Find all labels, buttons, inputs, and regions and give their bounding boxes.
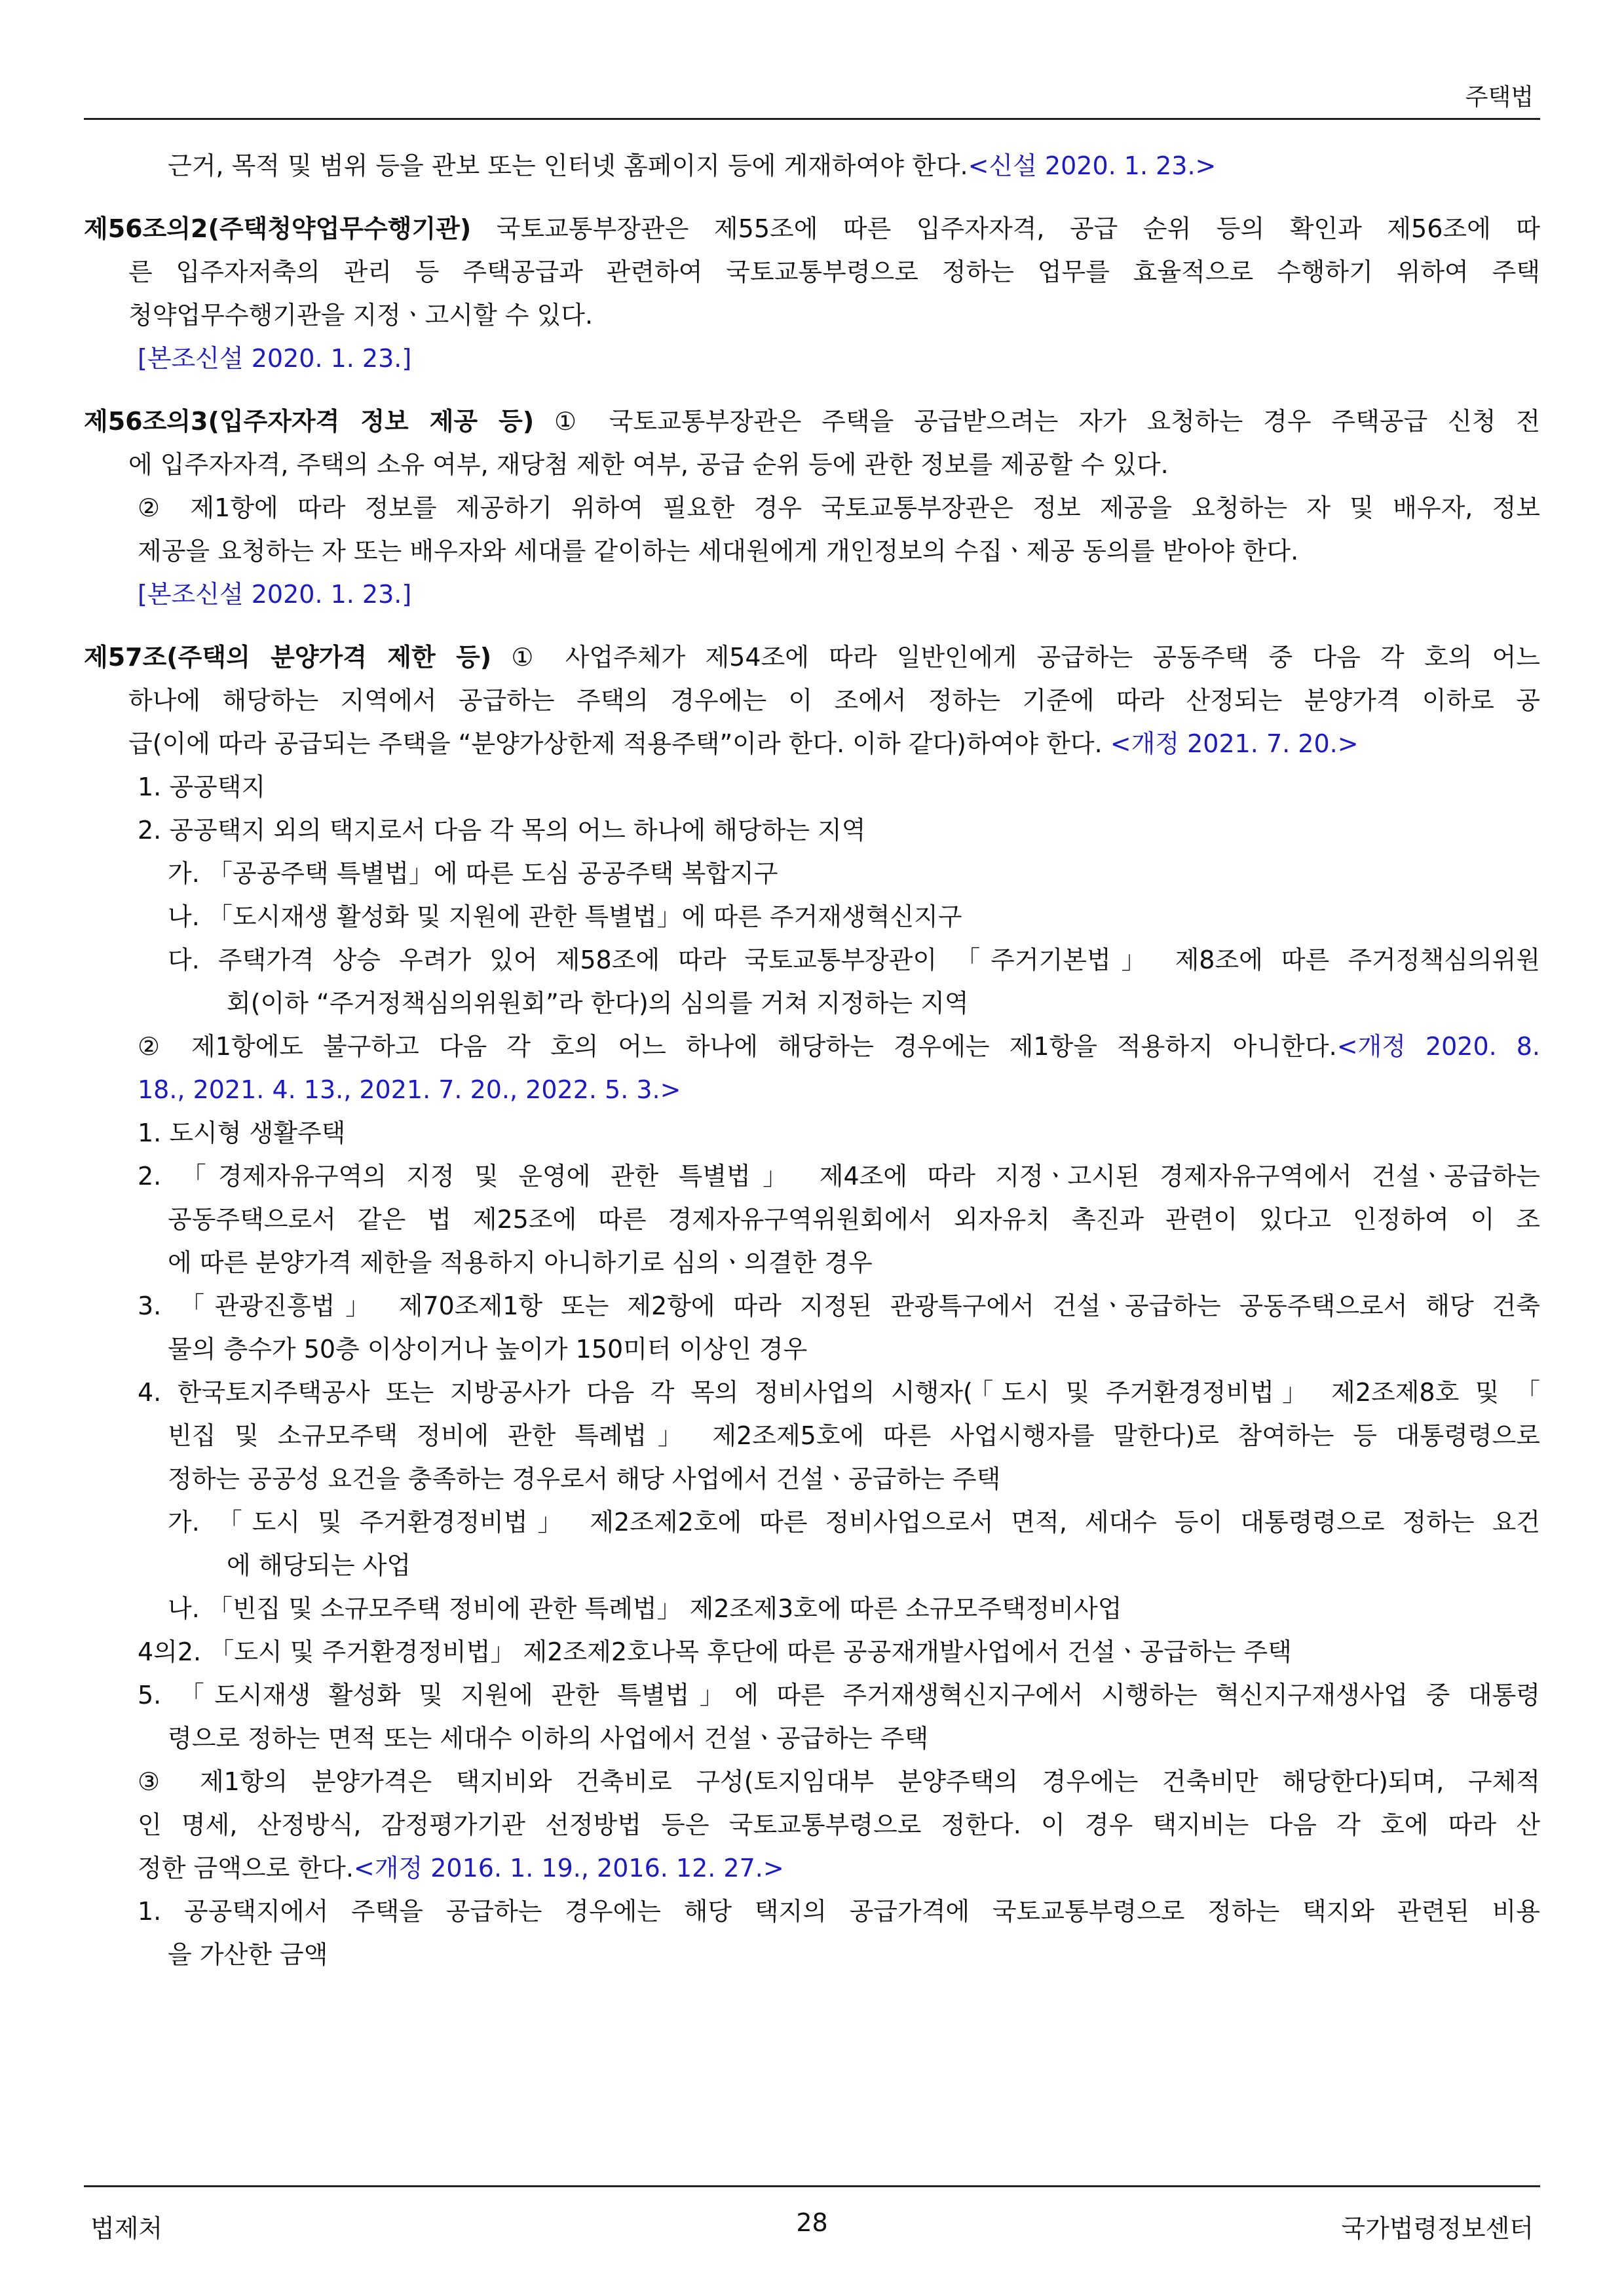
amendment-note: [본조신설 2020. 1. 23.] xyxy=(138,580,412,609)
text-line xyxy=(84,1587,1540,1630)
article-heading-line xyxy=(84,636,1540,679)
article-heading-line xyxy=(84,207,1540,250)
text-line xyxy=(84,250,1540,294)
text: 1. 공공택지에서 주택을 공급하는 경우에는 해당 택지의 공급가격에 국토교통부령으로 정하는 택지와 관련된 비용 xyxy=(138,1897,1540,1926)
text-line xyxy=(84,486,1540,529)
text: ① 사업주체가 제54조에 따라 일반인에게 공급하는 공동주택 중 다음 각 호의 어느 xyxy=(491,643,1540,672)
text-line xyxy=(84,1544,1540,1587)
amendment-note: <개정 2016. 1. 19., 2016. 12. 27.> xyxy=(353,1854,784,1883)
text-line xyxy=(84,1717,1540,1760)
text-line xyxy=(84,852,1540,895)
text-line xyxy=(84,294,1540,337)
text-line xyxy=(84,1501,1540,1544)
amendment-note: [본조신설 2020. 1. 23.] xyxy=(138,344,412,373)
text: 5. 「도시재생 활성화 및 지원에 관한 특별법」에 따른 주거재생혁신지구에서 시행하는 혁신지구재생사업 중 대통령 xyxy=(138,1681,1540,1710)
text: 가. 「공공주택 특별법」에 따른 도심 공공주택 복합지구 xyxy=(168,859,778,888)
article-title: 제57조(주택의 분양가격 제한 등) xyxy=(84,643,492,672)
text: 을 가산한 금액 xyxy=(168,1940,328,1969)
text-line xyxy=(84,573,1540,616)
text: 에 따른 분양가격 제한을 적용하지 아니하기로 심의ㆍ의결한 경우 xyxy=(168,1248,873,1277)
text-line xyxy=(84,1760,1540,1803)
text-line xyxy=(84,1371,1540,1414)
text: 령으로 정하는 면적 또는 세대수 이하의 사업에서 건설ㆍ공급하는 주택 xyxy=(168,1724,929,1753)
text-line xyxy=(84,1198,1540,1241)
text: 1. 도시형 생활주택 xyxy=(138,1119,346,1147)
text-line xyxy=(84,1933,1540,1976)
text: 4. 한국토지주택공사 또는 지방공사가 다음 각 목의 정비사업의 시행자(「도시 및 주거환경정비법」 제2조제8호 및 「 xyxy=(138,1378,1540,1407)
article-heading-line xyxy=(84,400,1540,443)
text-line xyxy=(84,722,1540,765)
text: 에 해당되는 사업 xyxy=(227,1551,411,1580)
text: 공동주택으로서 같은 법 제25조에 따른 경제자유구역위원회에서 외자유치 촉진과 관련이 있다고 인정하여 이 조 xyxy=(168,1205,1540,1234)
text-line xyxy=(84,1284,1540,1328)
text: 하나에 해당하는 지역에서 공급하는 주택의 경우에는 이 조에서 정하는 기준에 따라 산정되는 분양가격 이하로 공 xyxy=(128,686,1540,715)
text-line xyxy=(84,1241,1540,1284)
text-line xyxy=(84,1155,1540,1198)
text-line xyxy=(84,1803,1540,1846)
text: 청약업무수행기관을 지정ㆍ고시할 수 있다. xyxy=(128,301,594,330)
text: 2. 「경제자유구역의 지정 및 운영에 관한 특별법」 제4조에 따라 지정ㆍ고시된 경제자유구역에서 건설ㆍ공급하는 xyxy=(138,1162,1540,1191)
text-line xyxy=(84,1846,1540,1890)
text-line xyxy=(84,1630,1540,1674)
text: ① 국토교통부장관은 주택을 공급받으려는 자가 요청하는 경우 주택공급 신청 전 xyxy=(534,407,1540,436)
amendment-note: 18., 2021. 4. 13., 2021. 7. 20., 2022. 5. 3.> xyxy=(138,1075,681,1104)
text-line xyxy=(84,1328,1540,1371)
text: 빈집 및 소규모주택 정비에 관한 특례법」 제2조제5호에 따른 사업시행자를 말한다)로 참여하는 등 대통령령으로 xyxy=(168,1421,1540,1450)
text-line xyxy=(84,1890,1540,1933)
text-line xyxy=(84,1414,1540,1457)
text: 국토교통부장관은 제55조에 따른 입주자자격, 공급 순위 등의 확인과 제56조에 따 xyxy=(471,214,1540,243)
text-line xyxy=(84,1068,1540,1111)
amendment-note: <개정 2020. 8. xyxy=(1336,1032,1540,1061)
footer-rule xyxy=(84,2185,1540,2187)
text: 급(이에 따라 공급되는 주택을 “분양가상한제 적용주택”이라 한다. 이하 같다)하여야 한다. xyxy=(128,729,1110,758)
text: 인 명세, 산정방식, 감정평가기관 선정방법 등은 국토교통부령으로 정한다. 이 경우 택지비는 다음 각 호에 따라 산 xyxy=(138,1810,1540,1839)
text-line xyxy=(84,529,1540,573)
amendment-note: <신설 2020. 1. 23.> xyxy=(968,151,1217,180)
document-body xyxy=(84,144,1540,1976)
text: 제공을 요청하는 자 또는 배우자와 세대를 같이하는 세대원에게 개인정보의 수집ㆍ제공 동의를 받아야 한다. xyxy=(138,537,1299,565)
text: 정한 금액으로 한다. xyxy=(138,1854,354,1883)
text-line xyxy=(84,679,1540,722)
text-line xyxy=(84,895,1540,938)
text: 에 입주자자격, 주택의 소유 여부, 재당첨 제한 여부, 공급 순위 등에 관한 정보를 제공할 수 있다. xyxy=(128,450,1169,479)
text: 4의2. 「도시 및 주거환경정비법」 제2조제2호나목 후단에 따른 공공재개발사업에서 건설ㆍ공급하는 주택 xyxy=(138,1637,1292,1666)
text-line xyxy=(84,765,1540,809)
text: ② 제1항에도 불구하고 다음 각 호의 어느 하나에 해당하는 경우에는 제1항을 적용하지 아니한다. xyxy=(138,1032,1337,1061)
text-line xyxy=(84,809,1540,852)
text: ② 제1항에 따라 정보를 제공하기 위하여 필요한 경우 국토교통부장관은 정보 제공을 요청하는 자 및 배우자, 정보 xyxy=(138,493,1540,522)
article-title: 제56조의3(입주자자격 정보 제공 등) xyxy=(84,407,535,436)
text: 물의 층수가 50층 이상이거나 높이가 150미터 이상인 경우 xyxy=(168,1335,808,1364)
text-line xyxy=(84,938,1540,982)
text: 가. 「도시 및 주거환경정비법」 제2조제2호에 따른 정비사업으로서 면적, 세대수 등이 대통령령으로 정하는 요건 xyxy=(168,1508,1540,1537)
text-line xyxy=(84,443,1540,486)
text: 정하는 공공성 요건을 충족하는 경우로서 해당 사업에서 건설ㆍ공급하는 주택 xyxy=(168,1464,1001,1493)
text: 다. 주택가격 상승 우려가 있어 제58조에 따라 국토교통부장관이 「주거기본법」 제8조에 따른 주거정책심의위원 xyxy=(168,946,1540,974)
text: 2. 공공택지 외의 택지로서 다음 각 목의 어느 하나에 해당하는 지역 xyxy=(138,816,866,845)
text: 나. 「도시재생 활성화 및 지원에 관한 특별법」에 따른 주거재생혁신지구 xyxy=(168,902,962,931)
amendment-note: <개정 2021. 7. 20.> xyxy=(1110,729,1359,758)
text: 근거, 목적 및 범위 등을 관보 또는 인터넷 홈페이지 등에 게재하여야 한다. xyxy=(168,151,968,180)
text: ③ 제1항의 분양가격은 택지비와 건축비로 구성(토지임대부 분양주택의 경우에는 건축비만 해당한다)되며, 구체적 xyxy=(138,1767,1540,1796)
text-line xyxy=(84,1111,1540,1155)
text: 나. 「빈집 및 소규모주택 정비에 관한 특례법」 제2조제3호에 따른 소규모주택정비사업 xyxy=(168,1594,1122,1623)
text: 른 입주자저축의 관리 등 주택공급과 관련하여 국토교통부령으로 정하는 업무를 효율적으로 수행하기 위하여 주택 xyxy=(128,258,1540,286)
text: 1. 공공택지 xyxy=(138,773,266,801)
article-title: 제56조의2(주택청약업무수행기관) xyxy=(84,214,472,243)
text-line xyxy=(84,1457,1540,1501)
footer-publisher: 법제처 xyxy=(90,2214,163,2243)
running-header: 주택법 xyxy=(1465,84,1534,111)
text: 3. 「관광진흥법」 제70조제1항 또는 제2항에 따라 지정된 관광특구에서 건설ㆍ공급하는 공동주택으로서 해당 건축 xyxy=(138,1292,1540,1320)
text-line xyxy=(84,982,1540,1025)
text-line xyxy=(84,337,1540,380)
text-line xyxy=(84,1025,1540,1068)
footer-source: 국가법령정보센터 xyxy=(1341,2214,1534,2243)
page-number: 28 xyxy=(796,2208,828,2237)
text: 회(이하 “주거정책심의위원회”라 한다)의 심의를 거쳐 지정하는 지역 xyxy=(227,989,969,1018)
text-line xyxy=(84,1674,1540,1717)
text-line xyxy=(84,144,1540,187)
header-rule xyxy=(84,118,1540,120)
